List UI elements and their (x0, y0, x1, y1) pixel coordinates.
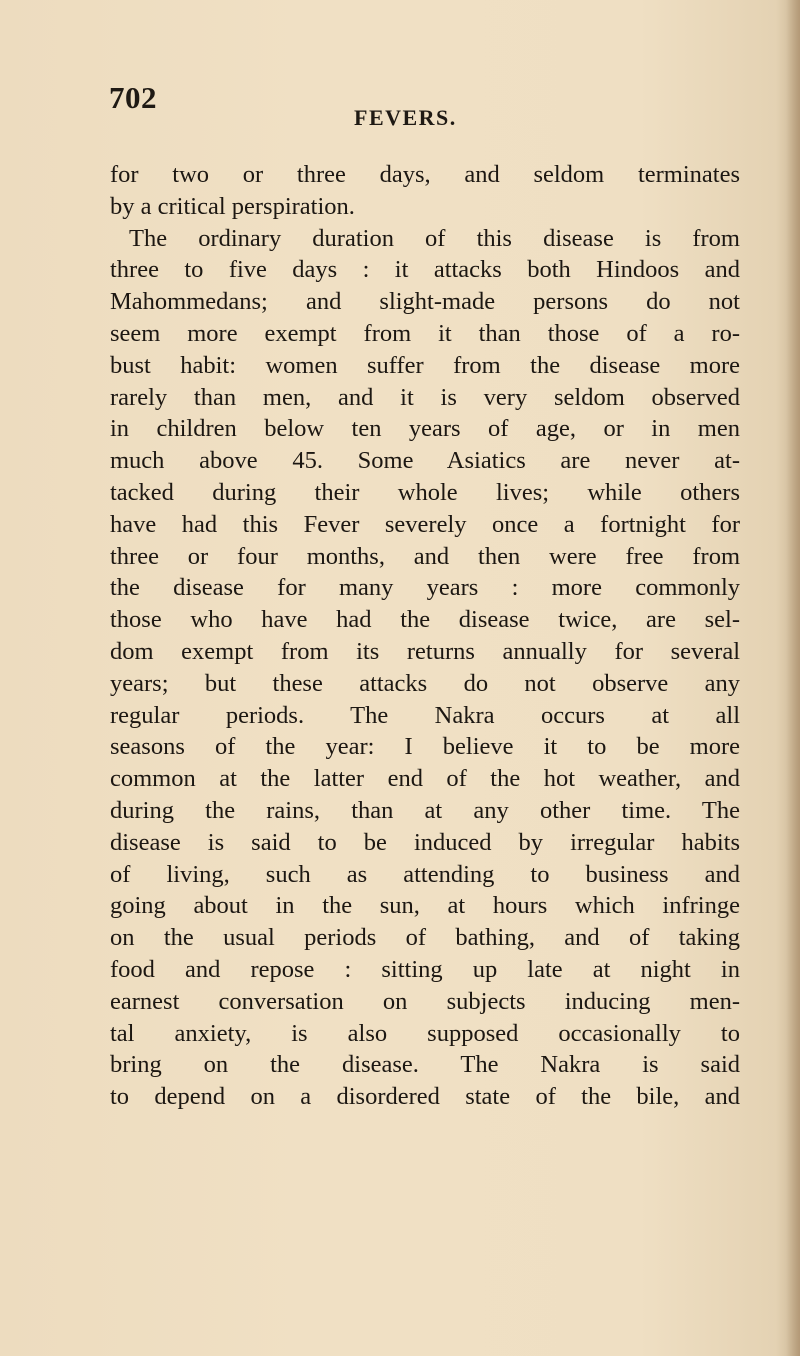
text-line: The ordinary duration of this disease is from (129, 224, 740, 252)
text-line: those who have had the disease twice, are sel- (110, 606, 740, 634)
text-line: regular periods. The Nakra occurs at all (110, 701, 740, 729)
text-line: disease is said to be induced by irregular habits (110, 828, 740, 856)
text-line: tal anxiety, is also supposed occasionally to (110, 1019, 740, 1047)
text-line: tacked during their whole lives; while others (110, 478, 740, 506)
page-edge-shadow (786, 0, 800, 1356)
text-line: Mahommedans; and slight-made persons do not (110, 288, 740, 316)
text-line: much above 45. Some Asiatics are never at- (110, 447, 740, 475)
text-line: during the rains, than at any other time. The (110, 796, 740, 824)
text-line: for two or three days, and seldom terminates (110, 161, 740, 188)
text-line: rarely than men, and it is very seldom observed (110, 383, 740, 411)
text-line: earnest conversation on subjects inducing men- (110, 987, 740, 1015)
text-line: seem more exempt from it than those of a ro- (110, 319, 740, 347)
text-line: three or four months, and then were free from (110, 542, 740, 570)
text-line: in children below ten years of age, or in men (110, 415, 740, 443)
text-line: years; but these attacks do not observe any (110, 669, 740, 697)
text-line: by a critical perspiration. (110, 192, 355, 220)
text-line: on the usual periods of bathing, and of taking (110, 924, 740, 952)
body-text (110, 159, 740, 1113)
text-line: food and repose : sitting up late at night in (110, 955, 740, 983)
page-number: 702 (109, 80, 157, 115)
text-line: common at the latter end of the hot weather, and (110, 765, 740, 793)
text-line: seasons of the year: I believe it to be more (110, 733, 740, 761)
text-line: the disease for many years : more commonly (110, 574, 740, 602)
text-line: bring on the disease. The Nakra is said (110, 1051, 740, 1079)
text-line: dom exempt from its returns annually for several (110, 637, 740, 665)
text-line: of living, such as attending to business and (110, 860, 740, 888)
text-line: have had this Fever severely once a fortnight for (110, 510, 740, 538)
text-line: bust habit: women suffer from the disease more (110, 351, 740, 379)
text-line: three to five days : it attacks both Hindoos and (110, 256, 740, 284)
running-title: FEVERS. (354, 105, 457, 130)
text-line: going about in the sun, at hours which infringe (110, 892, 740, 920)
text-line: to depend on a disordered state of the bile, and (110, 1083, 740, 1111)
